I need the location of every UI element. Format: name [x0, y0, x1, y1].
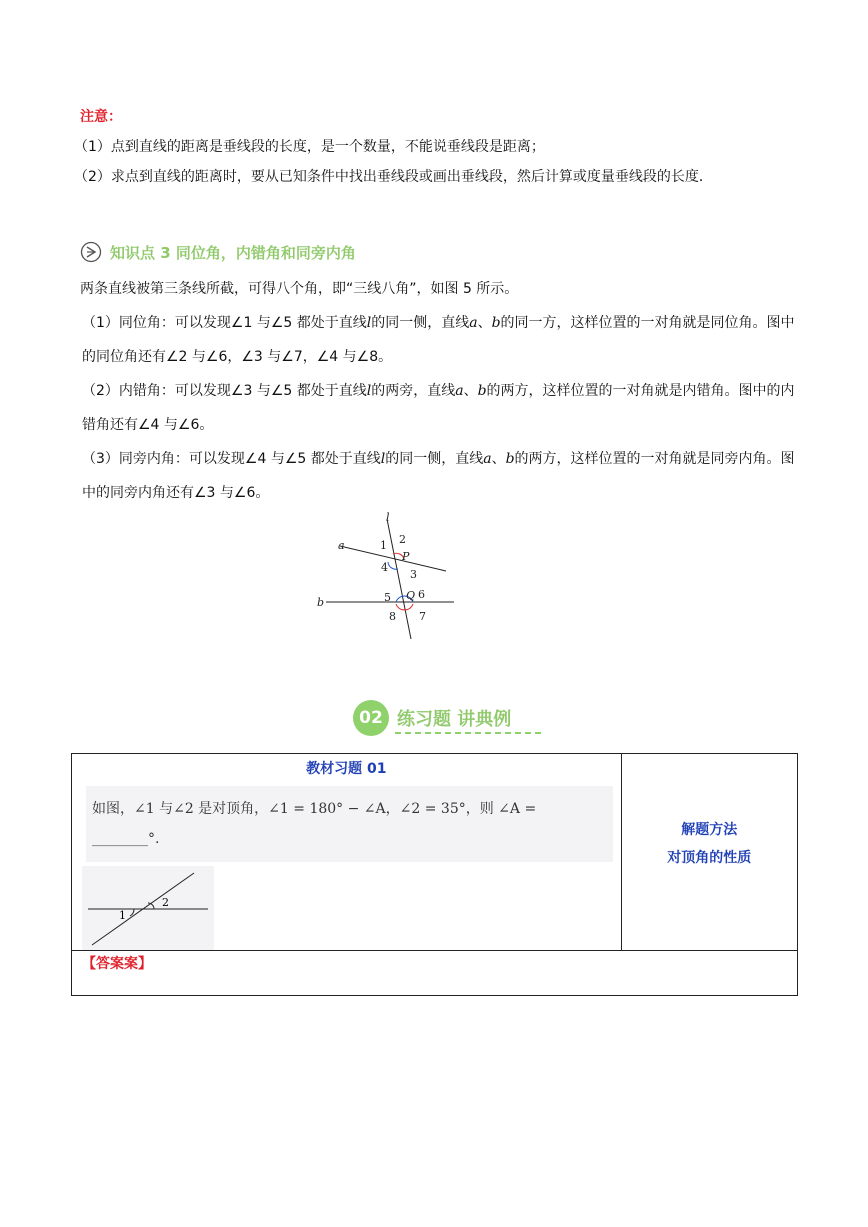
note-line-2: （2）求点到直线的距离时，要从已知条件中找出垂线段或画出垂线段，然后计算或度量垂线段的长度．: [74, 169, 713, 185]
three-lines-figure: [300, 505, 470, 645]
knowledge-item-1: （1）同位角：可以发现∠1 与∠5 都处于直线l的同一侧，直线a、b的同一方，这样位置的一对角就是同位角。图中的同位角还有∠2 与∠6，∠3 与∠7，∠4 与∠8。: [82, 315, 795, 365]
angle-3: 3: [410, 568, 417, 581]
note-title: 注意：: [80, 109, 122, 125]
knowledge-body: [80, 272, 800, 510]
angle-1: 1: [380, 539, 387, 552]
angle-8: 8: [389, 610, 396, 623]
knowledge-title: 知识点 3 同位角，内错角和同旁内角: [110, 243, 356, 262]
vertical-angles-figure: [82, 866, 214, 950]
exercise-table: [71, 753, 798, 996]
arrow-circle-icon: [80, 241, 102, 263]
label-l: l: [386, 511, 390, 524]
fig-angle-1: 1: [119, 909, 126, 922]
angle-4: 4: [381, 561, 388, 574]
section-underline: [395, 732, 541, 734]
knowledge-intro: 两条直线被第三条线所截，可得八个角，即“三线八角”，如图 5 所示。: [80, 281, 519, 297]
method-name: 对顶角的性质: [667, 850, 752, 866]
fig-angle-2: 2: [162, 896, 169, 909]
method-cell: [621, 754, 797, 951]
section-number-badge: 02: [353, 700, 389, 736]
section-title: 练习题 讲典例: [397, 709, 512, 730]
label-p: P: [402, 550, 410, 563]
label-a: a: [338, 539, 345, 552]
exercise-title: 教材习题 01: [306, 761, 387, 777]
angle-7: 7: [419, 610, 426, 623]
exercise-question: 如图，∠1 与∠2 是对顶角，∠1 = 180° − ∠A，∠2 = 35°，则 ∠A = ________°.: [86, 786, 613, 862]
exercise-cell: [72, 754, 622, 951]
angle-5: 5: [384, 591, 391, 604]
knowledge-header: [80, 241, 356, 263]
answer-cell: [72, 951, 798, 996]
answer-label: 【答案案】: [82, 956, 152, 972]
knowledge-item-3: （3）同旁内角：可以发现∠4 与∠5 都处于直线l的同一侧，直线a、b的两方，这样位置的一对角就是同旁内角。图中的同旁内角还有∠3 与∠6。: [82, 451, 795, 501]
angle-2: 2: [399, 533, 406, 546]
label-b: b: [317, 596, 325, 609]
note-line-1: （1）点到直线的距离是垂线段的长度，是一个数量，不能说垂线段是距离；: [74, 139, 545, 155]
knowledge-item-2: （2）内错角：可以发现∠3 与∠5 都处于直线l的两旁，直线a、b的两方，这样位置的一对角就是内错角。图中的内错角还有∠4 与∠6。: [82, 383, 795, 433]
label-q: Q: [406, 589, 416, 602]
angle-6: 6: [418, 588, 425, 601]
section-header: [353, 700, 511, 736]
method-title: 解题方法: [681, 822, 738, 838]
